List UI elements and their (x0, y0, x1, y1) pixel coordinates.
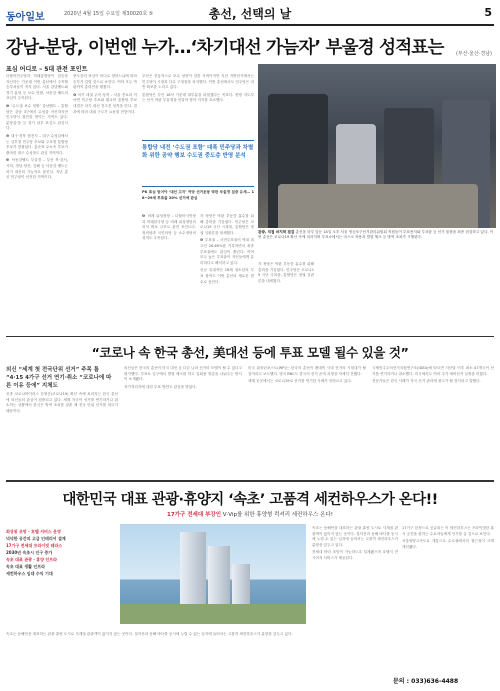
paragraph: 부산은 전통적으로 보수 성향이 강한 지역이지만 지난 지방선거에서는 민주당이 시장과 다수 구청장을 차지했다. 이번 총선에서도 민주당은 과반 확보를 노리고 있다. (142, 74, 254, 90)
story-kicker: 표심 어디로 – 5대 관전 포인트 (6, 66, 88, 73)
section-divider (6, 336, 494, 337)
paragraph: ❻ 투표율 – 사전투표율이 역대 최고인 26.69%를 기록하면서 최종 투표율에도 관심이 쏠린다. 여야 모두 높은 투표율이 자신들에게 유리하다고 해석하고 있다. (200, 238, 254, 265)
sidebar-headline: 통합당 내전 ‘수도권 포함’ 대폭 민주당과 차별화 위한 공약 행보 수도권 중도층 반영 분석 (142, 145, 254, 159)
paragraph: 미국 워싱턴포스트(WP)는 한국의 총선이 팬데믹 시대 선거의 시험대가 될 것이라고 보도했다. 영국 BBC도 한국의 선거 준비 과정을 자세히 전했다. (248, 366, 366, 376)
ad-feature-list (6, 528, 116, 577)
paragraph: 속초는 동해안을 대표하는 관광 휴양 도시로 사계절 관광객이 끊이지 않는 곳이다. 설악산과 동해 바다를 동시에 누릴 수 있는 입지에 들어서는 고품격 세컨하우스가 분양을 앞두고 있다. (6, 632, 293, 636)
paragraph: ❺ 비례 위성정당 – 더불어시민당과 미래한국당 등 비례 위성정당의 의석 확보 규모도 관전 포인트다. 정의당과 국민의당 등 소수정당의 성적도 주목된다. (142, 214, 196, 241)
ad-feature: 넉넉한 공간의 고급 인테리어 설계 (6, 536, 66, 541)
story1-column-3 (142, 214, 196, 326)
story2-column-2 (124, 366, 242, 474)
story2-column-1 (6, 392, 118, 474)
paragraph: 중도층의 표심이 어디로 향하느냐에 따라 승부가 갈릴 것으로 보인다. 여야 모두 막판까지 총력전을 펼쳤다. (73, 74, 137, 90)
paragraph: 속초는 동해안을 대표하는 관광 휴양 도시로 사계절 관광객이 끊이지 않는 곳이다. 설악산과 동해 바다를 동시에 누릴 수 있는 입지에 들어서는 고품격 세컨하우스가 분양을 앞두고 있다. (312, 526, 398, 547)
caption-text: 총선을 하루 앞둔 14일 오후 서울 영등포구선거관리위원회 직원들이 투표용지와 투표함 등 선거 물품을 최종 점검하고 있다. 이번 총선은 코로나19 확산 속에 치러지며 투표소에서는 마스크 착용과 발열 체크 등 방역 조치가 시행된다. (258, 230, 494, 240)
ad-building-rendering (120, 524, 306, 624)
ad-body-3 (6, 632, 306, 682)
photo-caption (258, 230, 496, 240)
masthead-rule (6, 24, 494, 26)
story1-column-3-top (142, 74, 254, 138)
caption-title: 관광, 직접 마지막 점검 (258, 230, 295, 234)
sidebar-rule (142, 140, 254, 141)
ad-body-1 (312, 526, 398, 676)
story2-column-4 (372, 366, 494, 474)
paragraph: 신규 유권자인 18세 청소년의 투표 참여도 이번 총선의 새로운 변수로 꼽힌다. (200, 268, 254, 284)
paragraph: 서울양양고속도로 개통으로 수도권에서의 접근성이 크게 개선됐다. (402, 539, 494, 549)
story2-column-3 (248, 366, 366, 474)
paragraph: 각 정당은 막판 부동층 흡수를 위해 총력을 기울였다. 민주당은 코로나19 국난 극복을, 통합당은 정권 심판론을 내세웠다. (200, 214, 254, 235)
paragraph: 세계 곳곳에서는 코로나19로 선거를 연기한 사례가 잇따르고 있다. (248, 379, 352, 384)
section-title: 총선, 선택의 날 (208, 7, 292, 21)
news-photo (258, 64, 496, 228)
ad-phone[interactable]: 문의 : 033)636-4488 (393, 678, 459, 685)
ad-divider (6, 480, 494, 482)
paragraph: 자가격리자에 대한 투표 방안도 관심을 받았다. (124, 384, 197, 389)
paragraph: 통합당은 부산 18석 가운데 대부분을 되찾겠다는 목표다. 양당 지도부는 선거 막판 부울경을 잇달아 찾아 지지를 호소했다. (142, 92, 254, 103)
ad-sub-text: V·Vip를 위한 휴양형 럭셔리 세컨하우스 온다! (221, 512, 333, 518)
main-headline: 강남-분당, 이번엔 누가…‘차기대선 가늠자’ 부울경 성적표는 (6, 38, 444, 58)
paragraph: 전문가들은 한국 사례가 각국 선거 관리에 참고가 될 것이라고 말했다. (372, 379, 481, 384)
paragraph: 각 정당은 막판 부동층 흡수를 위해 총력을 기울였다. 민주당은 코로나19 국난 극복을, 통합당은 정권 심판론을 내세웠다. (258, 262, 314, 283)
paragraph: 더불어민주당과 미래통합당이 압승을 자신하는 가운데 이번 총선에서 주목할 승부처들이 적지 않다. 서울 강남벨트와 경기 분당 등 보수 텃밭, 낙동강 벨트의 표심이 주목된다. (6, 74, 68, 101)
newspaper-logo: 동아일보 (6, 12, 45, 23)
paragraph: 17가구 한정으로 공급되는 이 세컨하우스는 프라이빗한 휴식 공간을 원하는 수요자들에게 인기를 끌 것으로 보인다. (402, 526, 494, 536)
story2-headline: “코로나 속 한국 총선, 美대선 등에 투표 모델 될수 있을 것” (91, 345, 409, 360)
paragraph: 국제민주주의선거지원연구소(IDEA)에 따르면 지난달 이후 최소 47개국이 선거를 연기하거나 취소했다. 미국에서도 여러 주가 예비선거 일정을 미뤘다. (372, 366, 494, 376)
ad-body-2 (402, 526, 494, 672)
story1-column-2 (73, 74, 137, 326)
ad-feature: 최상위 조망 · 호텔 서비스 운영 (6, 529, 61, 534)
ad-headline: 대한민국 대표 관광·휴양지 ‘속초’ 고품격 세컨하우스가 온다!! (62, 492, 438, 508)
ad-subheadline (0, 510, 500, 518)
ad-feature: 속초 대표 관광 · 휴양 인프라 (6, 557, 57, 562)
story2-subheads: 외신 “세계 첫 전국단위 선거” 주목 톰 “4·15 4가구 선거 연기·취소 “코로나에 따른 이유 등에” 지체도 (6, 367, 112, 389)
sidebar-summary: PK 표심 얻어야 ‘대선 고지’ 여당 선거운동 막판 부울경 집중 유세… 18~29세 투표율 20% 선거에 관심 (142, 190, 254, 200)
ad-feature: 속초 대표 생활 인프라 (6, 564, 45, 569)
paragraph: 신종 코로나바이러스 감염증(코로나19) 확산 속에 치러지는 한국 총선에 외신들의 관심이 집중되고 있다. 세계 각국이 선거를 연기하거나 취소하는 상황에서 한국은 방역 조치를 갖춘 채 전국 단위 선거를 치르기 때문이다. (6, 392, 118, 413)
paragraph: 전세대 바다 조망이 가능하도록 설계됐으며 호텔식 컨시어지 서비스가 제공된다. (312, 550, 398, 560)
story1-column-5 (258, 262, 314, 326)
paragraph: ❹ 차기 대권 주자 성적 – 서울 종로의 이낙연 민주당 후보와 황교안 통합당 후보 대결은 차기 대선 전초전 성격을 띤다. 결과에 따라 대권 구도가 요동칠 전망이다. (73, 92, 137, 114)
ad-feature: 세컨하우스 임대 수익 기대 (6, 571, 53, 576)
page-number: 5 (484, 6, 492, 19)
issue-date: 2020년 4월 15일 수요일 제30020호 ⑤ (64, 11, 154, 17)
paragraph: 외신들은 한국의 총선이 미국 대선 등 다른 나라 선거의 모델이 될 수 있다고 평가했다. 투표소 입구에서 발열 체크를 하고 일회용 장갑을 나눠주는 방식이 소개됐다. (124, 366, 242, 382)
paragraph: ❷ 대구·경북 접전지 – 대구 수성갑에서는 김부겸 민주당 후보와 주호영 통합당 후보가 맞붙었다. 홍준표 무소속 후보가 출마한 대구 수성을도 관심 지역이다. (6, 133, 68, 155)
ad-sub-highlight: 17가구 전세대 부강인 (167, 512, 222, 518)
ad-feature: 17가구 전세대 프라이빗 테라스 (6, 543, 63, 548)
ad-feature: 2030년 속초시 인구 증가 (6, 550, 53, 555)
headline-subnote: (부산·울산·경남) (455, 51, 492, 57)
paragraph: ❶ ‘수도권 보수 텃밭’ 강남벨트 – 통합당은 강남 3구에서 수성을 자신하지만 민주당이 접전을 벌이는 지역도 있다. 분당갑·을 등 경기 남부 표심도 관심사다. (6, 103, 68, 131)
sidebar-rule (142, 186, 254, 187)
paragraph: ❸ 낙동강벨트 부울경 – 부산 북·강서, 사하, 경남 양산, 김해 등 낙동강 벨트는 차기 대선의 가늠자로 꼽힌다. 지난 총선 민주당이 선전한 지역이다. (6, 158, 68, 180)
story1-column-4 (200, 214, 254, 326)
story1-column-1 (6, 74, 68, 326)
